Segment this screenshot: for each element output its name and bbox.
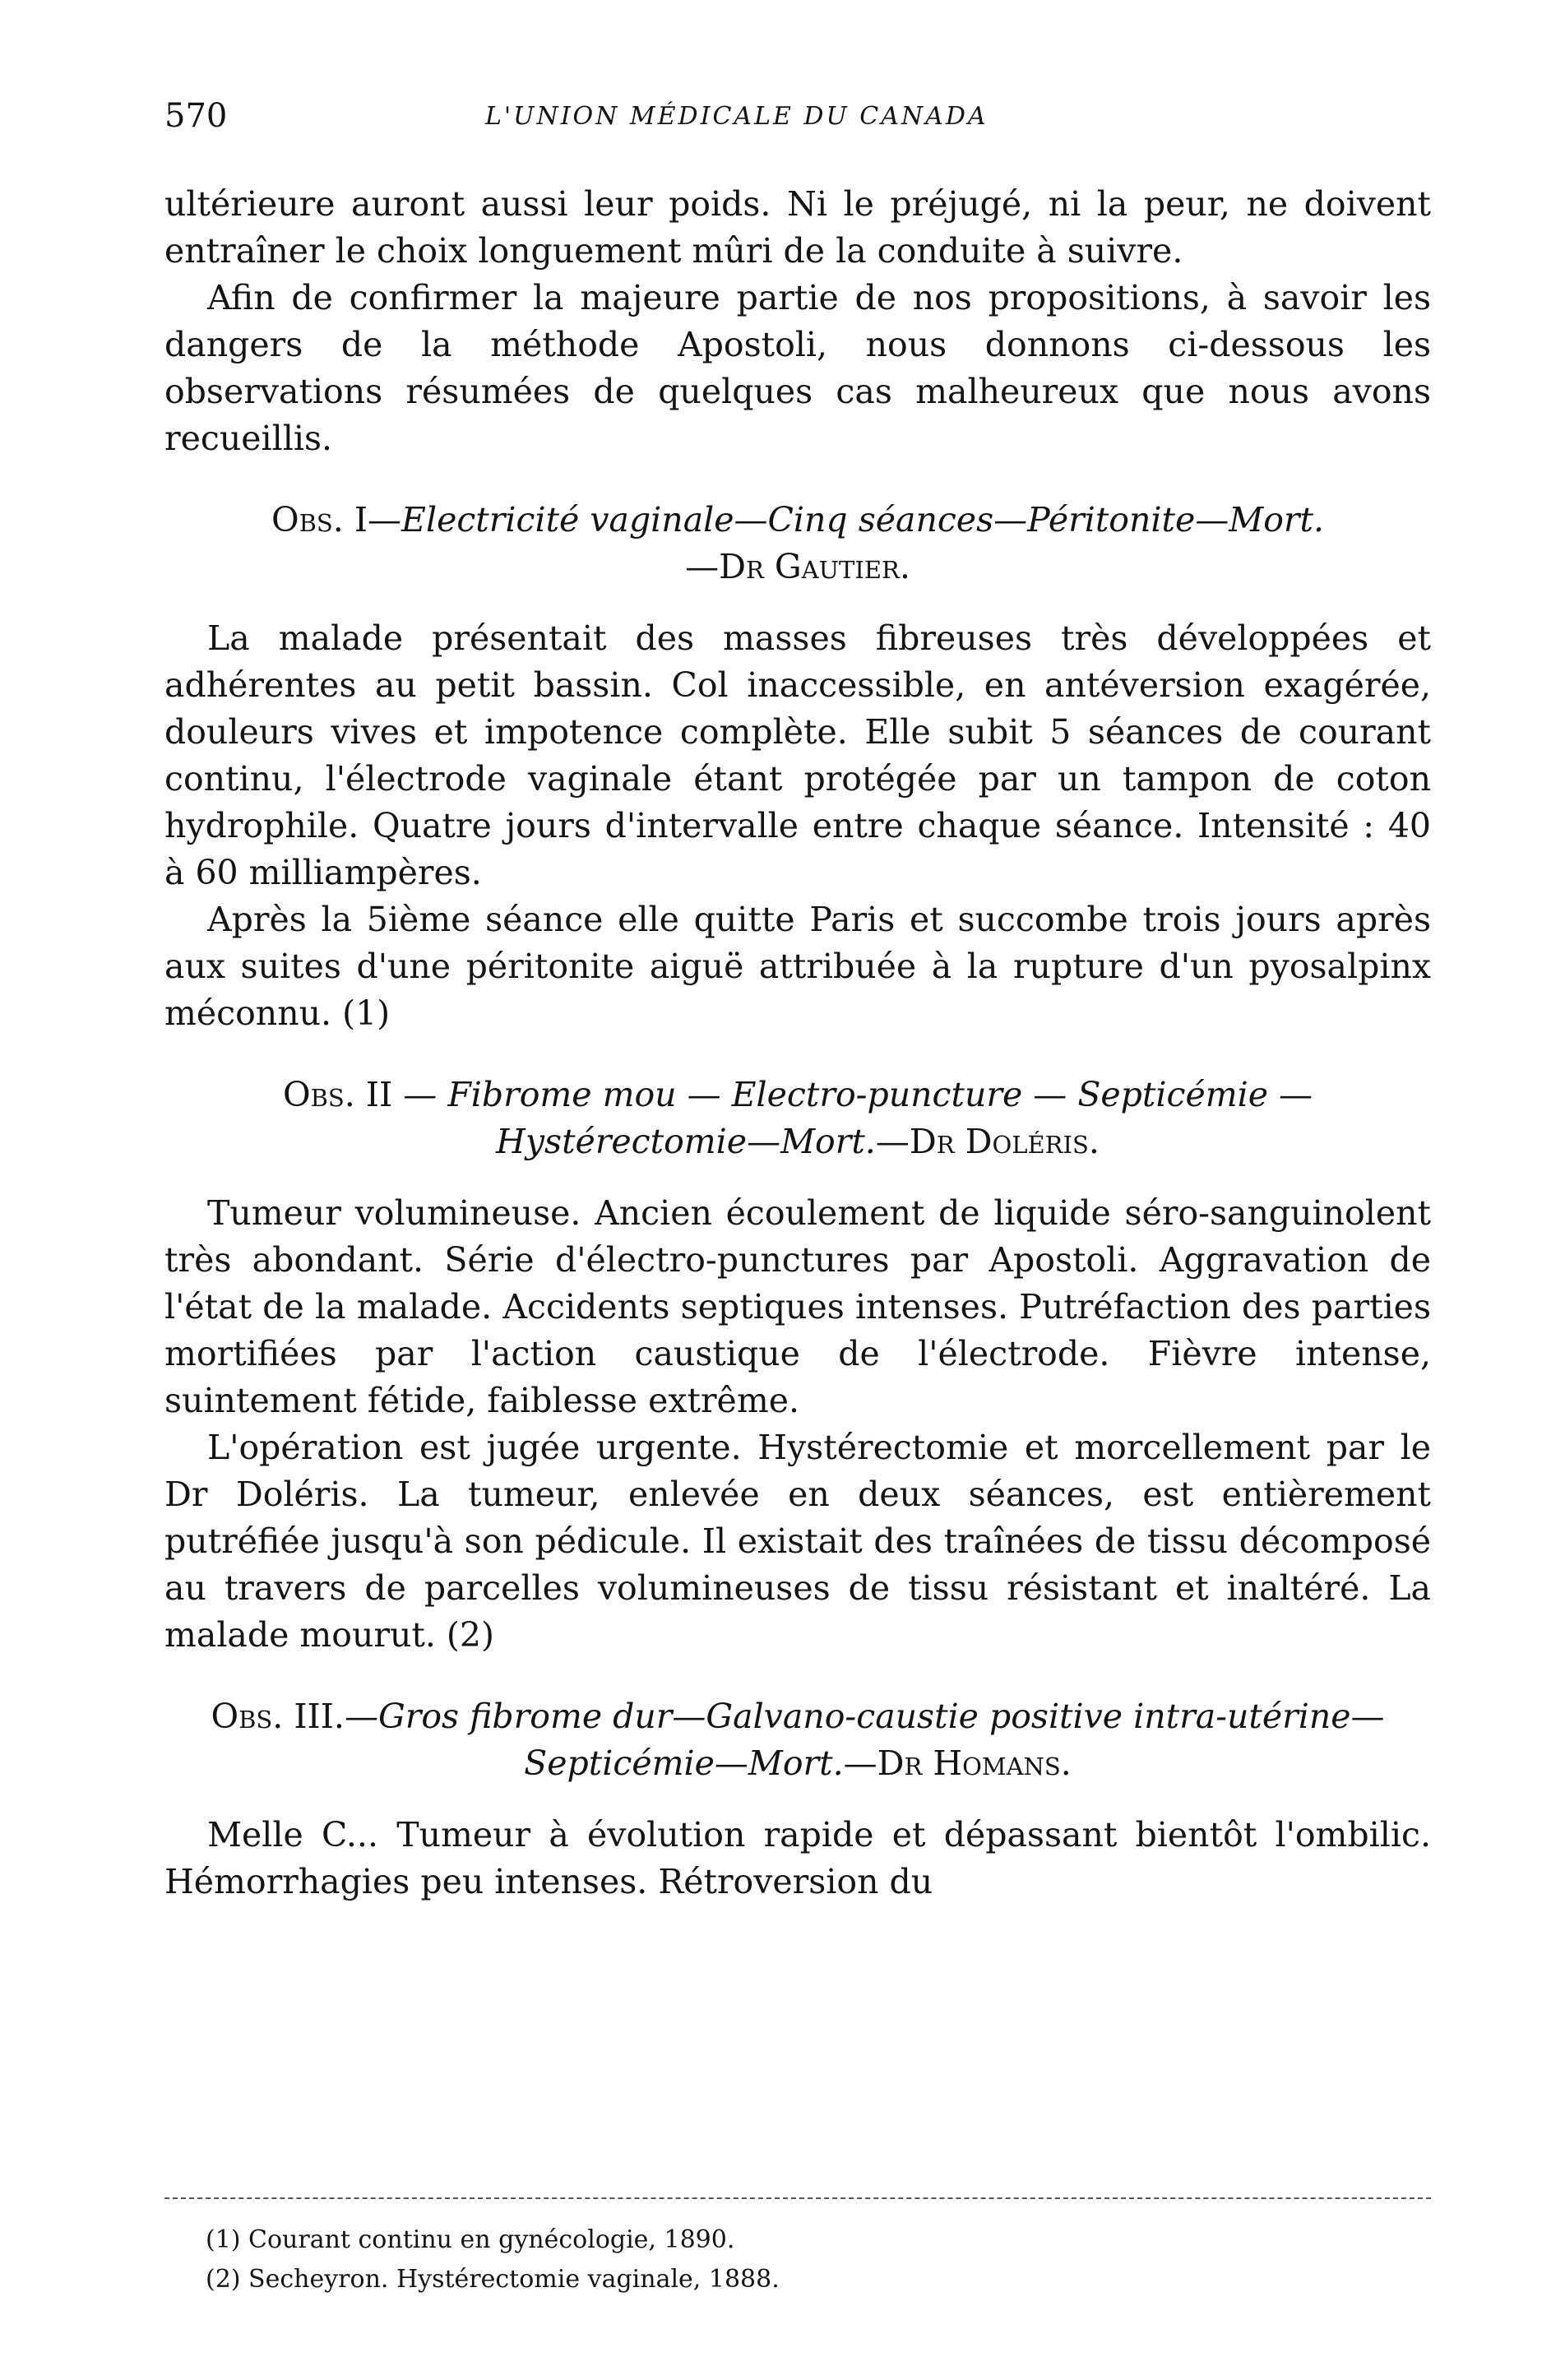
- document-page: [164, 0, 1431, 2380]
- obs-number: II: [365, 1075, 393, 1114]
- obs-label: Obs.: [282, 1075, 355, 1114]
- footnotes: [206, 2220, 780, 2299]
- paragraph: Tumeur volumineuse. Ancien écoulement de liquide séro-sanguinolent très abondant. Série d'électro-punctures par Apostoli. Aggravation de l'état de la malade. Accidents septiques intenses. Putréfaction des parties mortifiées par l'action caustique de l'électrode. Fièvre intense, suintement fétide, faiblesse extrême.: [164, 1193, 1431, 1420]
- paragraph: Afin de confirmer la majeure partie de nos propositions, à savoir les dangers de la méthode Apostoli, nous donnons ci-dessous les observations résumées de quelques cas malheureux que nous avons recueillis.: [164, 278, 1431, 458]
- footnote: (2) Secheyron. Hystérectomie vaginale, 1888.: [206, 2265, 780, 2294]
- obs-title: —Gros fibrome dur—Galvano-caustie positive intra-utérine—Septicémie—Mort.: [344, 1697, 1385, 1783]
- page-header: [164, 97, 1431, 146]
- observation-heading: [164, 497, 1431, 590]
- footnote-divider: [164, 2197, 1431, 2199]
- observation-heading: [164, 1072, 1431, 1165]
- obs-number: I: [354, 500, 368, 539]
- obs-label: Obs.: [271, 500, 344, 539]
- page-number: 570: [164, 97, 228, 135]
- obs-author: —Dr Doléris.: [875, 1122, 1100, 1161]
- obs-number: III.: [294, 1697, 345, 1736]
- footnote: (1) Courant continu en gynécologie, 1890.: [206, 2225, 735, 2254]
- paragraph: La malade présentait des masses fibreuses très développées et adhérentes au petit bassin. Col inaccessible, en antéversion exagérée, douleurs vives et impotence complète. Elle subit 5 séances de courant continu, l'électrode vaginale étant protégée par un tampon de coton hydrophile. Quatre jours d'intervalle entre chaque séance. Intensité : 40 à 60 milliampères.: [164, 618, 1431, 892]
- paragraph: Melle C... Tumeur à évolution rapide et dépassant bientôt l'ombilic. Hémorrhagies peu intenses. Rétroversion du: [164, 1815, 1431, 1901]
- obs-label: Obs.: [211, 1697, 284, 1736]
- obs-author: —Dr Homans.: [843, 1743, 1072, 1783]
- paragraph: ultérieure auront aussi leur poids. Ni le préjugé, ni la peur, ne doivent entraîner le choix longuement mûri de la conduite à suivre.: [164, 184, 1431, 271]
- running-head: L'UNION MÉDICALE DU CANADA: [485, 102, 989, 131]
- obs-title: —Electricité vaginale—Cinq séances—Péritonite—Mort.: [368, 500, 1325, 539]
- paragraph: L'opération est jugée urgente. Hystérectomie et morcellement par le Dr Doléris. La tumeur, enlevée en deux séances, est entièrement putréfiée jusqu'à son pédicule. Il existait des traînées de tissu décomposé au travers de parcelles volumineuses de tissu résistant et inaltéré. La malade mourut. (2): [164, 1428, 1431, 1655]
- obs-author: —Dr Gautier.: [685, 547, 910, 586]
- body-text: [164, 181, 1431, 1905]
- observation-heading: [164, 1693, 1431, 1787]
- paragraph: Après la 5ième séance elle quitte Paris et succombe trois jours après aux suites d'une péritonite aiguë attribuée à la rupture d'un pyosalpinx méconnu. (1): [164, 900, 1431, 1033]
- obs-title: — Fibrome mou — Electro-puncture — Septicémie — Hystérectomie—Mort.: [403, 1075, 1313, 1161]
